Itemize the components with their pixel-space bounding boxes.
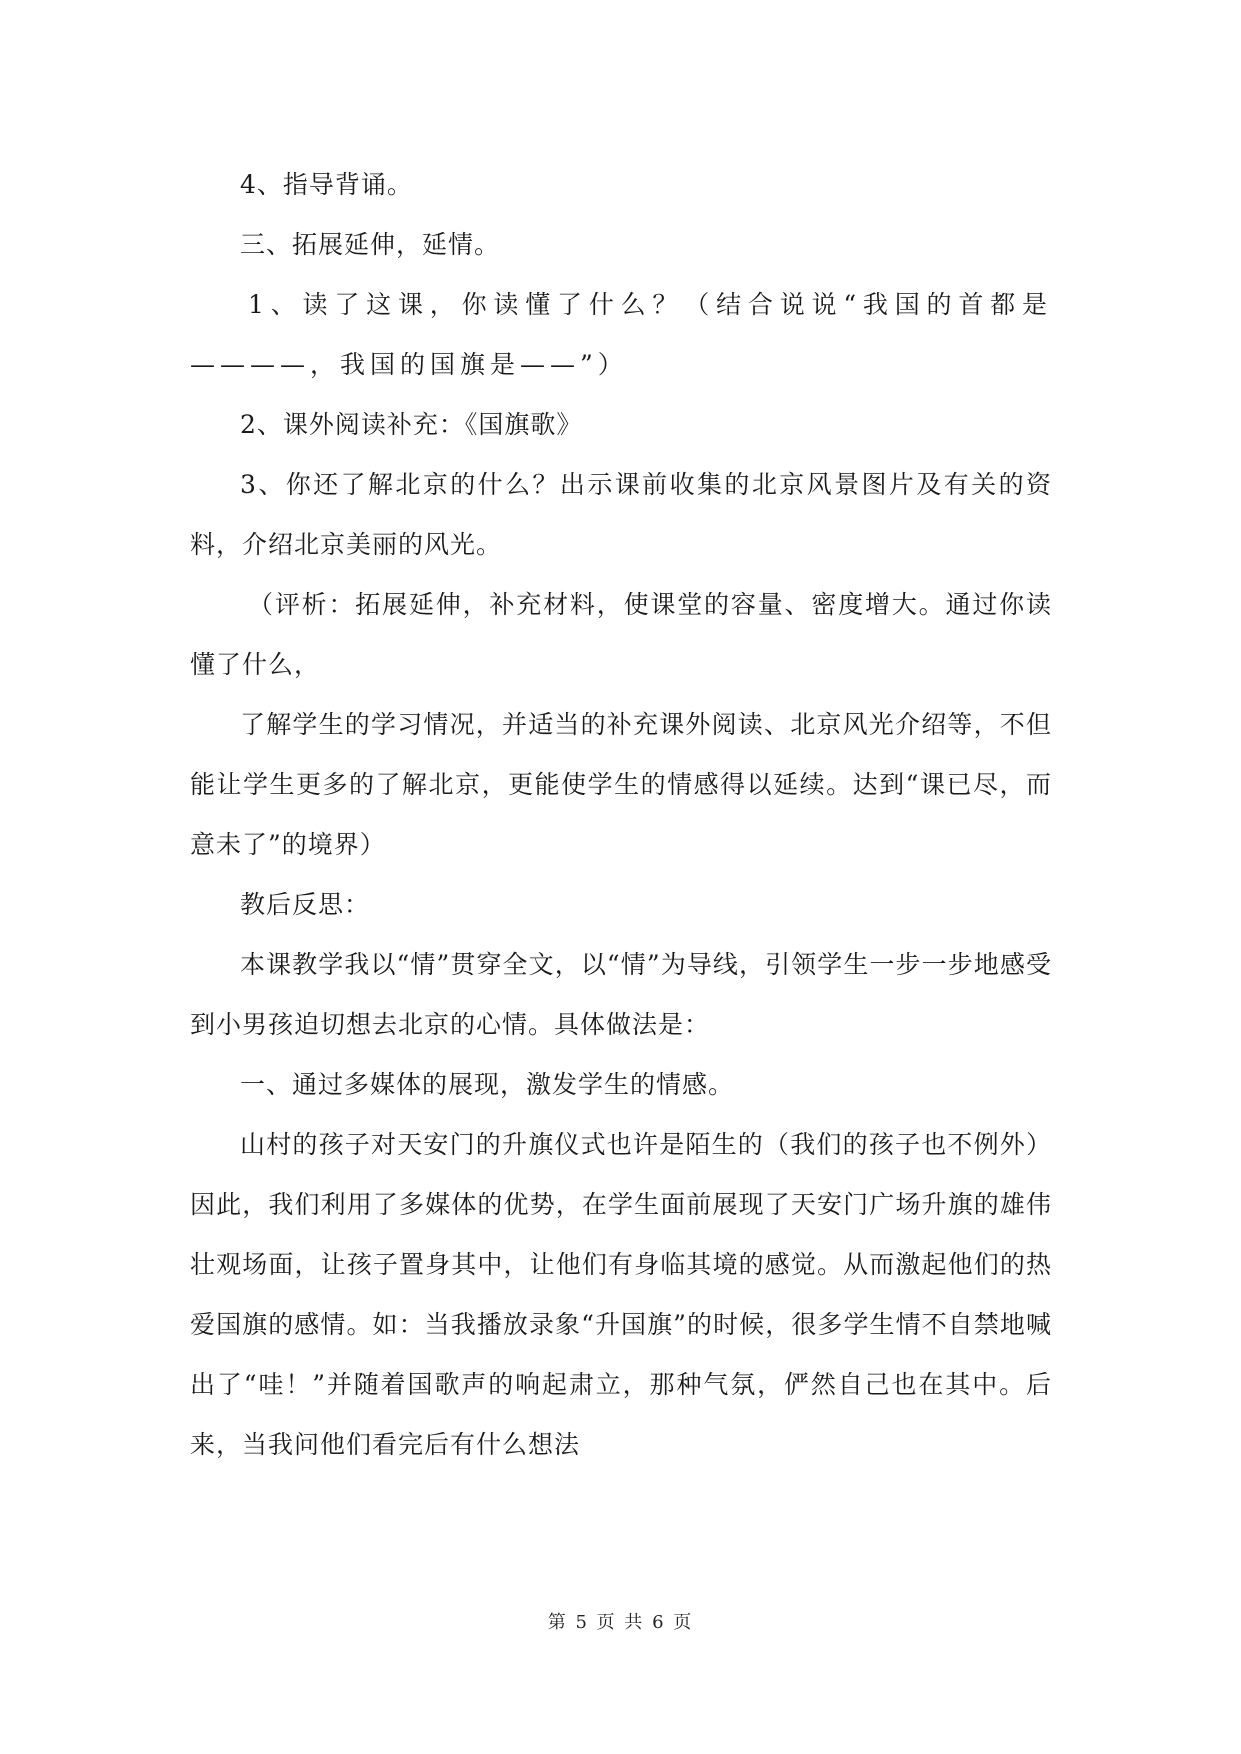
paragraph-section-three-heading: 三、拓展延伸，延情。 — [240, 230, 501, 259]
paragraph-commentary-continued: 了解学生的学习情况，并适当的补充课外阅读、北京风光介绍等，不但能让学生更多的了解北京，更能使学生的情感得以延续。达到“课已尽，而意未了”的境界） — [190, 710, 1052, 859]
page-number-footer: 第 5 页 共 6 页 — [547, 1612, 694, 1633]
paragraph-guide-recite: 4、指导背诵。 — [240, 170, 413, 199]
paragraph-item-1: 1、读了这课，你读懂了什么？（结合说说“我国的首都是————，我国的国旗是——”） — [190, 290, 1052, 379]
paragraph-item-3: 3、你还了解北京的什么？出示课前收集的北京风景图片及有关的资料，介绍北京美丽的风光。 — [190, 470, 1052, 559]
paragraph-commentary-start: （评析：拓展延伸，补充材料，使课堂的容量、密度增大。通过你读懂了什么， — [190, 590, 1052, 679]
paragraph-reflection-detail: 山村的孩子对天安门的升旗仪式也许是陌生的（我们的孩子也不例外）因此，我们利用了多媒体的优势，在学生面前展现了天安门广场升旗的雄伟壮观场面，让孩子置身其中，让他们有身临其境的感觉。从而激起他们的热爱国旗的感情。如：当我播放录象“升国旗”的时候，很多学生情不自禁地喊出了“哇！”并随着国歌声的响起肃立，那种气氛，俨然自己也在其中。后来，当我问他们看完后有什么想法 — [190, 1130, 1052, 1459]
paragraph-item-2: 2、课外阅读补充：《国旗歌》 — [240, 410, 583, 439]
paragraph-reflection-heading: 教后反思： — [240, 890, 371, 919]
paragraph-reflection-intro: 本课教学我以“情”贯穿全文，以“情”为导线，引领学生一步一步地感受到小男孩迫切想去北京的心情。具体做法是： — [190, 950, 1052, 1039]
paragraph-reflection-point-1: 一、通过多媒体的展现，激发学生的情感。 — [240, 1070, 735, 1099]
document-body — [190, 155, 1052, 1475]
